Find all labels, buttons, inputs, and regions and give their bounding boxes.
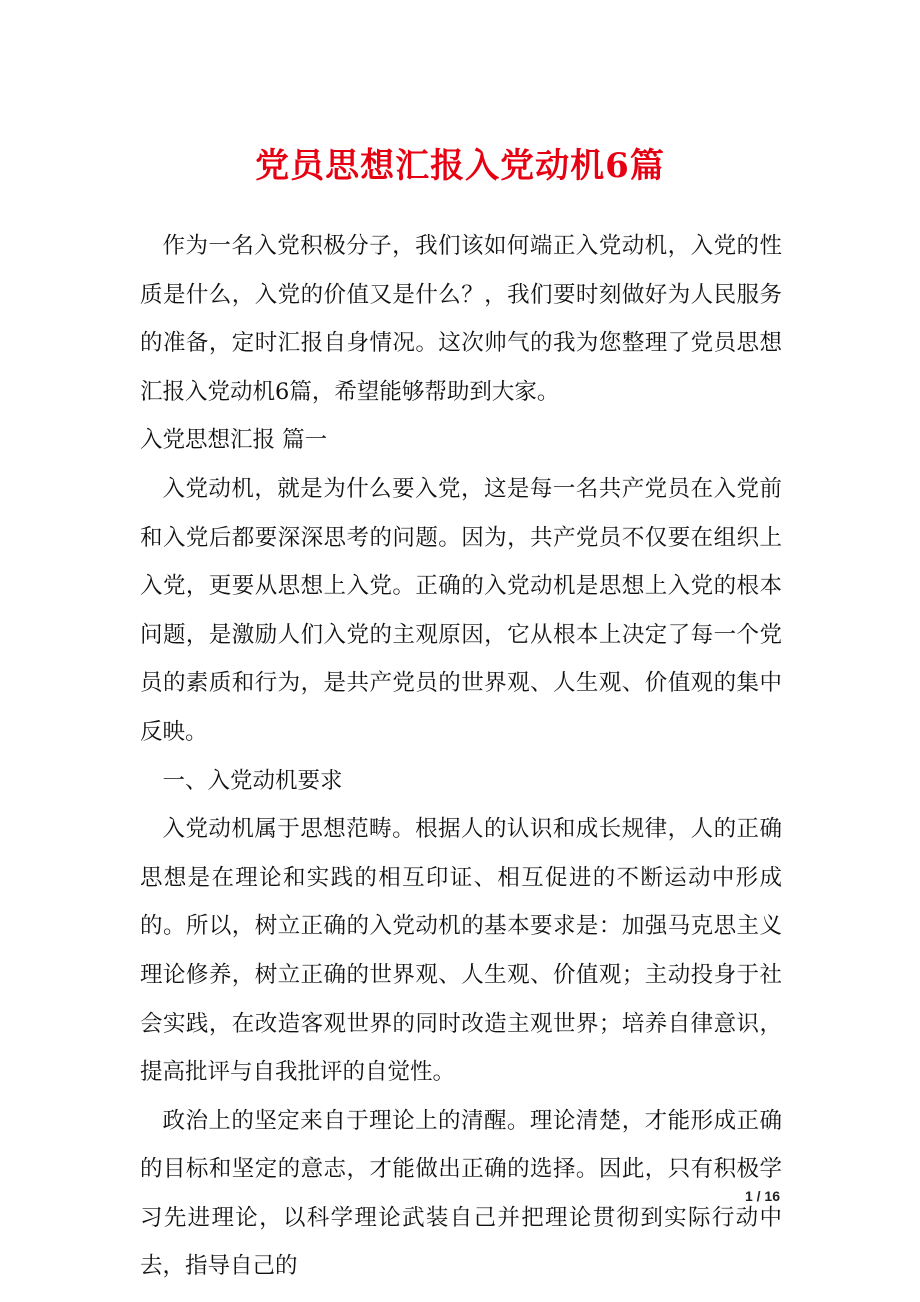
page-number: 1 / 16 [744,1188,780,1204]
body-paragraph: 政治上的坚定来自于理论上的清醒。理论清楚，才能形成正确的目标和坚定的意志，才能做出正确的选择。因此，只有积极学习先进理论，以科学理论武装自己并把理论贯彻到实际行动中去，指导自己的 [140,1107,782,1280]
body-paragraph: 入党动机属于思想范畴。根据人的认识和成长规律，人的正确思想是在理论和实践的相互印证、相互促进的不断运动中形成的。所以，树立正确的入党动机的基本要求是：加强马克思主义理论修养，树立正确的世界观、人生观、价值观；主动投身于社会实践，在改造客观世界的同时改造主观世界；培养自律意识，提高批评与自我批评的自觉性。 [140,816,782,1086]
intro-paragraph: 作为一名入党积极分子，我们该如何端正入党动机，入党的性质是什么，入党的价值又是什么？，我们要时刻做好为人民服务的准备，定时汇报自身情况。这次帅气的我为您整理了党员思想汇报入党动机6篇，希望能够帮助到大家。 [140,233,782,405]
body-paragraph: 入党动机，就是为什么要入党，这是每一名共产党员在入党前和入党后都要深深思考的问题。因为，共产党员不仅要在组织上入党，更要从思想上入党。正确的入党动机是思想上入党的根本问题，是激励人们入党的主观原因，它从根本上决定了每一个党员的素质和行为，是共产党员的世界观、人生观、价值观的集中反映。 [140,475,782,745]
subsection-heading: 一、入党动机要求 [162,767,343,794]
document-body [140,222,782,1291]
section-heading-part-one: 入党思想汇报 篇一 [140,427,328,454]
document-title: 党员思想汇报入党动机6篇 [255,146,665,186]
